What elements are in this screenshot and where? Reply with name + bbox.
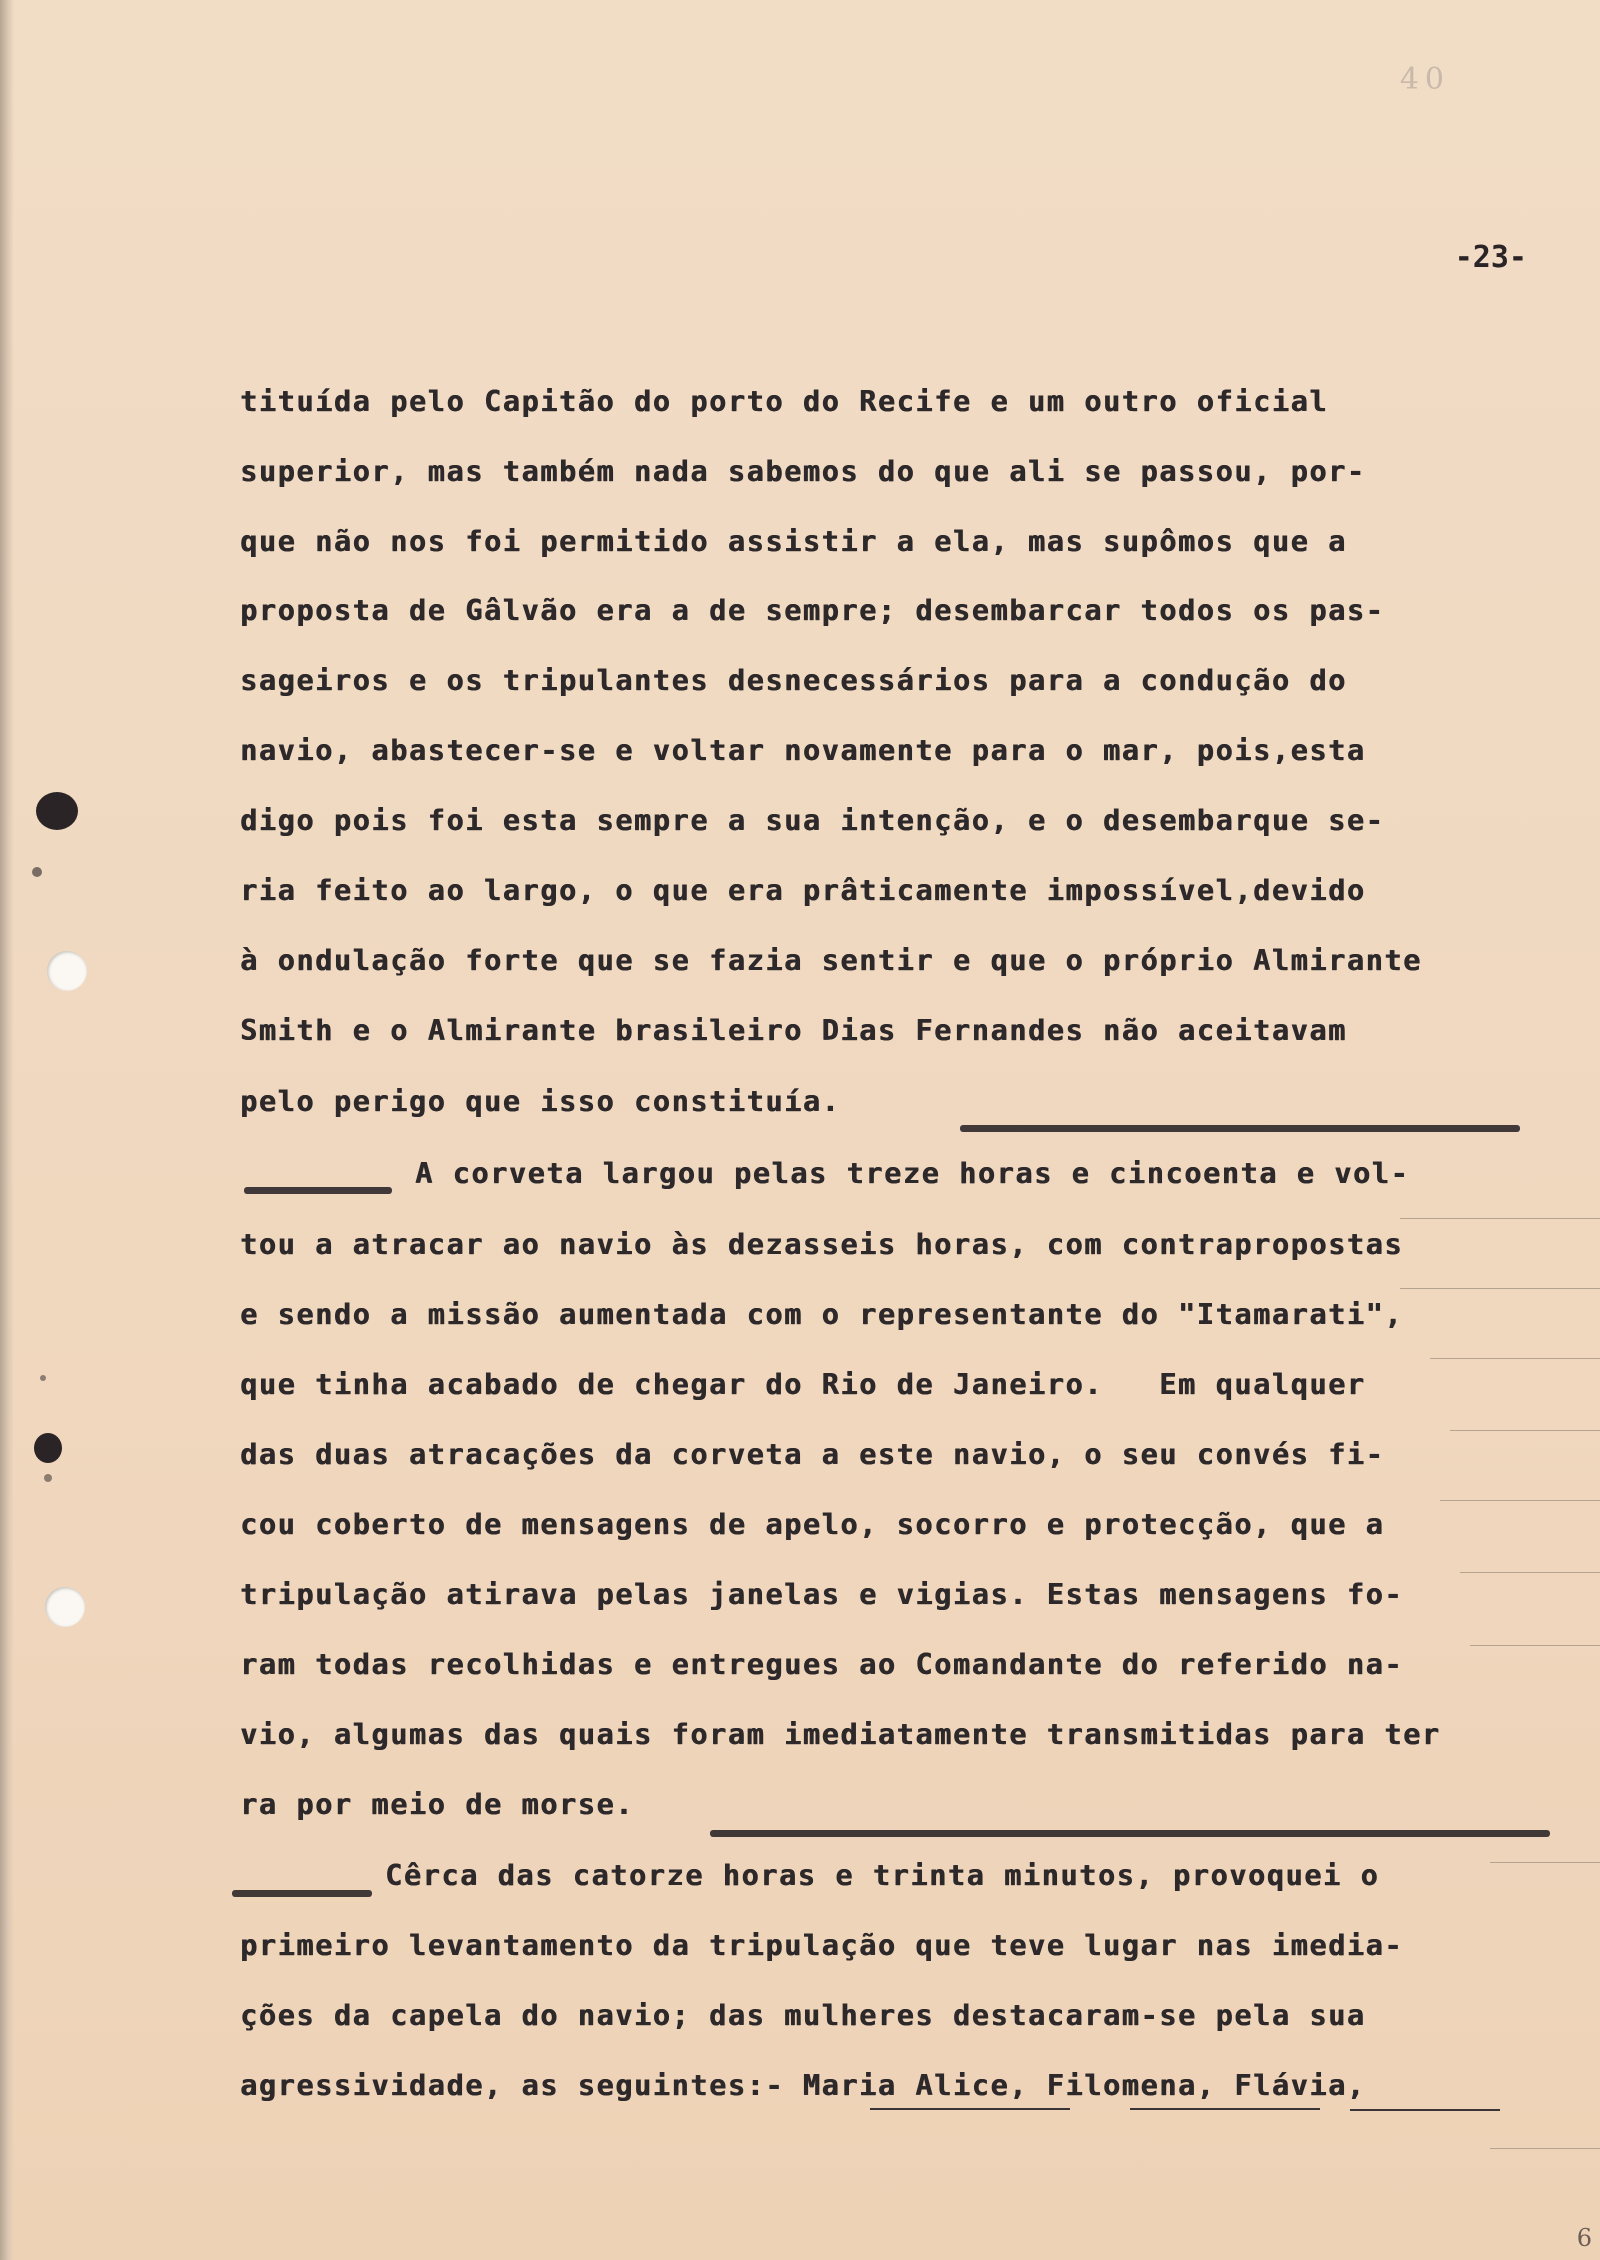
text-line: pelo perigo que isso constituía. — [240, 1085, 841, 1118]
margin-rule — [1430, 1358, 1600, 1359]
text-line: Smith e o Almirante brasileiro Dias Fernandes não aceitavam — [240, 1014, 1347, 1047]
dash-filler — [244, 1187, 392, 1194]
handwritten-underline — [1350, 2109, 1500, 2111]
margin-rule — [1400, 1288, 1600, 1289]
margin-rule — [1460, 1572, 1600, 1573]
text-line: agressividade, as seguintes:- Maria Alice, Filomena, Flávia, — [240, 2069, 1366, 2102]
pencil-annotation: 40 — [1399, 62, 1450, 97]
text-line: ra por meio de morse. — [240, 1788, 634, 1821]
margin-rule — [1490, 1862, 1600, 1863]
text-line: Cêrca das catorze horas e trinta minutos, provoquei o — [385, 1859, 1380, 1892]
text-line: proposta de Gâlvão era a de sempre; desembarcar todos os pas- — [240, 594, 1385, 627]
dash-filler — [960, 1125, 1520, 1132]
text-line: vio, algumas das quais foram imediatamente transmitidas para ter — [240, 1718, 1441, 1751]
page-number: -23- — [1454, 240, 1527, 275]
text-line: A corveta largou pelas treze horas e cincoenta e vol- — [415, 1157, 1410, 1190]
margin-rule — [1490, 2148, 1600, 2149]
handwritten-underline — [870, 2108, 1070, 2110]
text-line: superior, mas também nada sabemos do que ali se passou, por- — [240, 455, 1366, 488]
text-line: navio, abastecer-se e voltar novamente para o mar, pois,esta — [240, 734, 1366, 767]
margin-rule — [1440, 1500, 1600, 1501]
page-edge — [0, 0, 14, 2260]
margin-rule — [1450, 1430, 1600, 1431]
ink-speck — [44, 1474, 52, 1482]
text-line: tituída pelo Capitão do porto do Recife e um outro oficial — [240, 385, 1328, 418]
text-line: cou coberto de mensagens de apelo, socorro e protecção, que a — [240, 1508, 1385, 1541]
text-line: sageiros e os tripulantes desnecessários para a condução do — [240, 664, 1347, 697]
ink-speck — [40, 1375, 46, 1381]
text-line: ria feito ao largo, o que era prâticamente impossível,devido — [240, 874, 1366, 907]
text-line: ções da capela do navio; das mulheres destacaram-se pela sua — [240, 1999, 1366, 2032]
margin-rule — [1400, 1218, 1600, 1219]
ink-blot — [34, 1433, 62, 1463]
text-line: e sendo a missão aumentada com o representante do "Itamarati", — [240, 1298, 1404, 1331]
ink-speck — [32, 867, 42, 877]
text-line: ram todas recolhidas e entregues ao Comandante do referido na- — [240, 1648, 1404, 1681]
punch-hole-top — [47, 951, 87, 991]
corner-annotation: 6 — [1576, 2224, 1592, 2252]
text-line: das duas atracações da corveta a este navio, o seu convés fi- — [240, 1438, 1385, 1471]
text-line: à ondulação forte que se fazia sentir e que o próprio Almirante — [240, 944, 1422, 977]
text-line: tou a atracar ao navio às dezasseis horas, com contrapropostas — [240, 1228, 1404, 1261]
margin-rule — [1470, 1645, 1600, 1646]
handwritten-underline — [1130, 2108, 1320, 2110]
ink-blot — [36, 792, 78, 830]
dash-filler — [232, 1890, 372, 1897]
text-line: digo pois foi esta sempre a sua intenção, e o desembarque se- — [240, 804, 1385, 837]
punch-hole-bottom — [45, 1587, 85, 1627]
text-line: tripulação atirava pelas janelas e vigias. Estas mensagens fo- — [240, 1578, 1404, 1611]
text-line: primeiro levantamento da tripulação que teve lugar nas imedia- — [240, 1929, 1404, 1962]
dash-filler — [710, 1830, 1550, 1837]
text-line: que não nos foi permitido assistir a ela, mas supômos que a — [240, 525, 1347, 558]
text-line: que tinha acabado de chegar do Rio de Janeiro. Em qualquer — [240, 1368, 1366, 1401]
